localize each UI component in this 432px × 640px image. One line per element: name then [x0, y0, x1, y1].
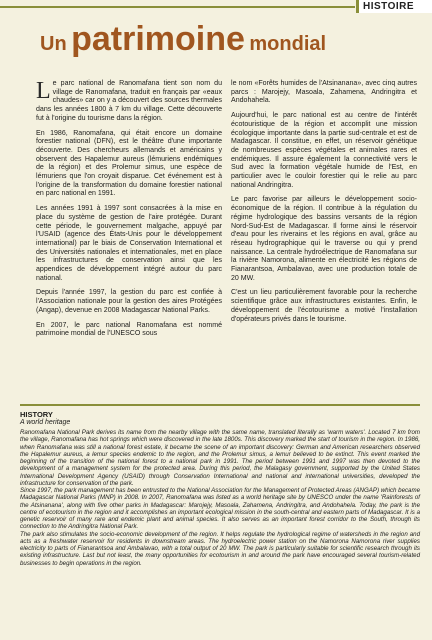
paragraph: le nom «Forêts humides de l'Atsinanana», avec cinq autres parcs : Marojejy, Masoala, Zahamena, Andringitra et Andohahela.: [231, 80, 417, 105]
paragraph: Depuis l'année 1997, la gestion du parc est confiée à l'Association nationale pour la gestion des aires Protégées (Angap), devenue en 2008 Madagascar National Parks.: [36, 289, 222, 314]
header-rule: [0, 6, 355, 8]
paragraph: Les années 1991 à 1997 sont consacrées à la mise en place du système de gestion de l'aire protégée. Durant cette période, le gouvernement malgache, appuyé par l'USAID (agence des États-Unis pour le développement international) par le biais de Conservation International et des Universités nationales et internationales, met en place les infrastructures de conservation ainsi que les appendices de développement intégré autour du parc national.: [36, 205, 222, 282]
english-paragraph: Since 1997, the park management has been entrusted to the National Association for the Management of Protected Areas (ANGAP) which became Madagascar National Parks (MNP) in 2008. In 2007, Ranomafana was listed as a world heritage site by UNESCO under the name 'Rainforests of the Atsinanana', along with five other parks in Madagascar: Marojejy, Masoala, Zahamena, Andringitra, and Andohahela. Today, the park is the centre of ecotourism in the region and it accomplishes an important ecological mission in the south-central and eastern parts of Madagascar. It is a genetic reservoir of many rare and endemic plant and animal species. It also serves as an important forest corridor to the South, through its connection to the Andringitra National Park.: [20, 487, 420, 531]
english-subheading: A world heritage: [20, 419, 71, 426]
section-tag: HISTOIRE: [356, 0, 432, 13]
paragraph: En 1986, Ranomafana, qui était encore un domaine forestier national (DFN), est le théâtre d'une importante découverte. Des chercheurs allemands et américains y observent des Hapalemur aureus (lémuriens endémiques de la région) et des Prolemur simus, une espèce de lémuriens que l'on croyait disparue. Cet événement est à l'origine de la transformation du domaine forestier national en parc national en 1991.: [36, 129, 222, 198]
title-prefix: Un: [40, 33, 67, 55]
drop-cap: L: [36, 78, 51, 104]
paragraph: Aujourd'hui, le parc national est au centre de l'intérêt écotouristique de la région et accomplit une mission écologique importante dans la partie sud-centrale et est de Madagascar. Il constitue, en effet, un réservoir génétique de nombreuses espèces végétales et animales rares et endémiques. Il assure également la connectivité vers le Sud avec la formation végétale humide de l'Est, en particulier avec le couloir forestier qui le relie au parc national Andringitra.: [231, 112, 417, 189]
french-column-right: [231, 80, 417, 330]
paragraph: En 2007, le parc national Ranomafana est nommé patrimoine mondial de l'UNESCO sous: [36, 321, 222, 338]
paragraph: Le parc favorise par ailleurs le développement socio-économique de la région. Il contribue à la régulation du régime hydrologique des bassins versants de la région Nord-Sud-Est de Madagascar. Il forme ainsi le réservoir d'eau pour les riverains et les régions en aval, grâce au réseau hydrographique qui le traverse ou qui y prend naissance. La centrale hydroélectrique de Ranomafana sur la rivière Namorona, alimente en électricité les régions de Fianarantsoa, Ambalavao, avec une production totale de 20 MW.: [231, 196, 417, 282]
title-main: patrimoine: [71, 20, 245, 58]
page-title: [40, 20, 326, 59]
title-suffix: mondial: [249, 33, 327, 55]
english-body: [20, 429, 420, 567]
english-summary: [20, 404, 420, 634]
top-bar: [0, 0, 432, 14]
french-column-left: [36, 80, 222, 345]
english-paragraph: Ranomafana National Park derives its name from the nearby village with the same name, translated literally as 'warm waters'. Located 7 km from the village, Ranomafana has hot springs which were discovered in the late 1800s. This discovery marked the start of tourism in the region. In 1986, when Ranomafana was still a national forest estate, it became the scene of an important discovery: German and American researchers observed the Hapalemur aureus, a lemur species endemic to the region, and the Prolemur simus, a lemur believed to be extinct. This event marked the beginning of the transition of the national forest to a national park in 1991. The period between 1991 and 1997 was then devoted to the development of a management system for the protected area. During this period, the Malagasy government, supported by the United States International Development Agency (USAID) through Conservation International and national and international universities, developed the infrastructure for conservation of the park.: [20, 429, 420, 487]
english-heading: HISTORY: [20, 410, 53, 419]
paragraph: Le parc national de Ranomafana tient son nom du village de Ranomafana, traduit en français par «eaux chaudes» car on y a découvert des sources thermales dans les années 1800 à 7 km du village. Cette découverte fut à l'origine du tourisme dans la région.: [36, 78, 222, 122]
english-paragraph: The park also stimulates the socio-economic development of the region. It helps regulate the hydrological regime of watersheds in the region and acts as a freshwater reservoir for residents in downstream areas. The hydroelectric power station on the Namorona Namorona river supplies electricity to parts of Fianarantsoa and Ambalavao, with a total output of 20 MW. The park is particularly suitable for scientific research through its existing infrastructure. Last but not least, the many opportunities for ecotourism in and around the park have encouraged several tourism-related businesses to begin operations in the region.: [20, 530, 420, 567]
paragraph: C'est un lieu particulièrement favorable pour la recherche scientifique grâce aux infrastructures existantes. Enfin, le développement de l'écotourisme a motivé l'installation d'opérateurs privés dans le tourisme.: [231, 289, 417, 323]
